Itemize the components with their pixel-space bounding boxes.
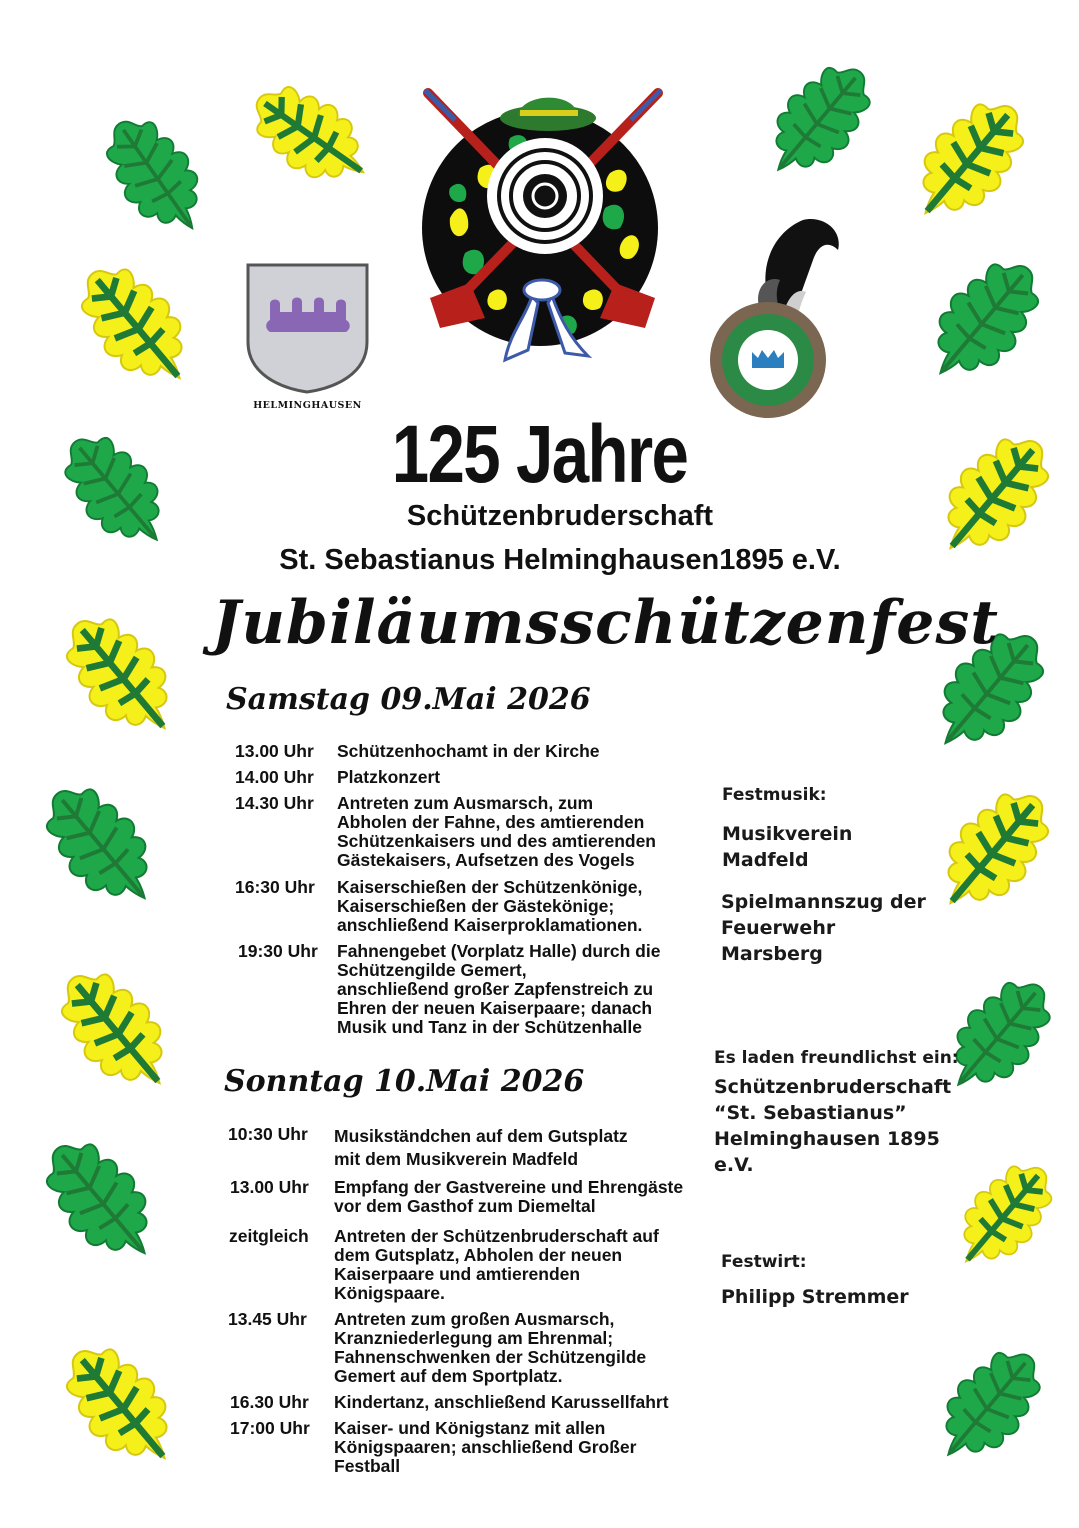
invitation-heading: Es laden freundlichst ein:	[714, 1048, 959, 1068]
event-title: Jubiläumsschützenfest	[212, 588, 999, 658]
schedule-text: Kaiser- und Königstanz mit allen Königspaaren; anschließend Großer Festball	[334, 1418, 637, 1476]
schedule-time: zeitgleich	[229, 1226, 309, 1246]
coat-of-arms	[240, 262, 375, 412]
club-name-line-2: St. Sebastianus Helminghausen1895 e.V.	[279, 544, 841, 576]
oak-leaf-icon	[915, 1330, 1065, 1480]
oak-leaf-icon	[20, 765, 180, 925]
schedule-text: Antreten zum großen Ausmarsch, Kranzniederlegung am Ehrenmal; Fahnenschwenken der Schützengilde Gemert auf dem Sportplatz.	[334, 1309, 647, 1386]
music-section	[722, 785, 942, 967]
coat-of-arms-caption: HELMINGHAUSEN	[253, 400, 362, 411]
schedule-text: Schützenhochamt in der Kirche	[337, 741, 600, 761]
oak-leaf-icon	[20, 1120, 180, 1280]
host-name: Philipp Stremmer	[721, 1286, 909, 1308]
club-name-line-1: Schützenbruderschaft	[406, 500, 714, 532]
schedule-time: 19:30 Uhr	[238, 941, 318, 961]
hat-badge-icon	[688, 200, 873, 435]
schedule-time: 16.30 Uhr	[230, 1392, 309, 1412]
invitation-section	[714, 1048, 974, 1178]
schedule-text: Musikständchen auf dem Gutsplatz mit dem Musikverein Madfeld	[334, 1126, 628, 1169]
oak-leaf-icon	[55, 245, 215, 405]
oak-leaf-icon	[80, 90, 230, 260]
schedule-time: 17:00 Uhr	[230, 1418, 310, 1438]
oak-leaf-icon	[40, 1325, 200, 1485]
invitation-text: Schützenbruderschaft “St. Sebastianus” Helminghausen 1895 e.V.	[714, 1076, 952, 1176]
crown-shield-icon	[240, 262, 375, 394]
schedule-time: 10:30 Uhr	[228, 1124, 308, 1144]
oak-leaf-icon	[745, 45, 895, 195]
oak-leaf-icon	[40, 595, 200, 755]
schedule-text: Antreten zum Ausmarsch, zum Abholen der Fahne, des amtierenden Schützenkaisers und des amtierenden Gästekaisers, Aufsetzen des Vogels	[337, 793, 656, 870]
schedule-time: 13.00 Uhr	[230, 1177, 309, 1197]
oak-leaf-icon	[235, 60, 385, 210]
schedule-text: Kindertanz, anschließend Karussellfahrt	[334, 1392, 669, 1412]
schedule-text: Kaiserschießen der Schützenkönige, Kaiserschießen der Gästekönige; anschließend Kaiserproklamationen.	[337, 877, 643, 935]
saturday-heading: Samstag 09.Mai 2026	[226, 682, 591, 717]
schedule-time: 13.00 Uhr	[235, 741, 314, 761]
host-heading: Festwirt:	[721, 1252, 807, 1272]
page-title: 125 Jahre	[391, 409, 688, 500]
schedule-text: Fahnengebet (Vorplatz Halle) durch die Schützengilde Gemert, anschließend großer Zapfenstreich zu Ehren der neuen Kaiserpaare; danach Musik und Tanz in der Schützenhalle	[337, 941, 661, 1037]
schedule-time: 14.00 Uhr	[235, 767, 314, 787]
schedule-time: 13.45 Uhr	[228, 1309, 307, 1329]
music-heading: Festmusik:	[722, 785, 827, 805]
oak-leaf-icon	[905, 240, 1065, 400]
schedule-text: Platzkonzert	[337, 767, 441, 787]
schedule-text: Antreten der Schützenbruderschaft auf dem Gutsplatz, Abholen der neuen Kaiserpaare und amtierenden Königspaare.	[334, 1226, 659, 1303]
shooting-club-emblem-icon	[410, 78, 680, 378]
schedule-text: Empfang der Gastvereine und Ehrengäste vor dem Gasthof zum Diemeltal	[334, 1177, 684, 1216]
schedule-time: 14.30 Uhr	[235, 793, 314, 813]
music-band-2: Spielmannszug der Feuerwehr Marsberg	[721, 891, 926, 965]
oak-leaf-icon	[35, 950, 195, 1110]
schedule-time: 16:30 Uhr	[235, 877, 315, 897]
sunday-heading: Sonntag 10.Mai 2026	[224, 1064, 585, 1099]
music-band-1: Musikverein Madfeld	[722, 823, 853, 871]
oak-leaf-icon	[890, 75, 1050, 245]
host-section	[721, 1252, 941, 1310]
